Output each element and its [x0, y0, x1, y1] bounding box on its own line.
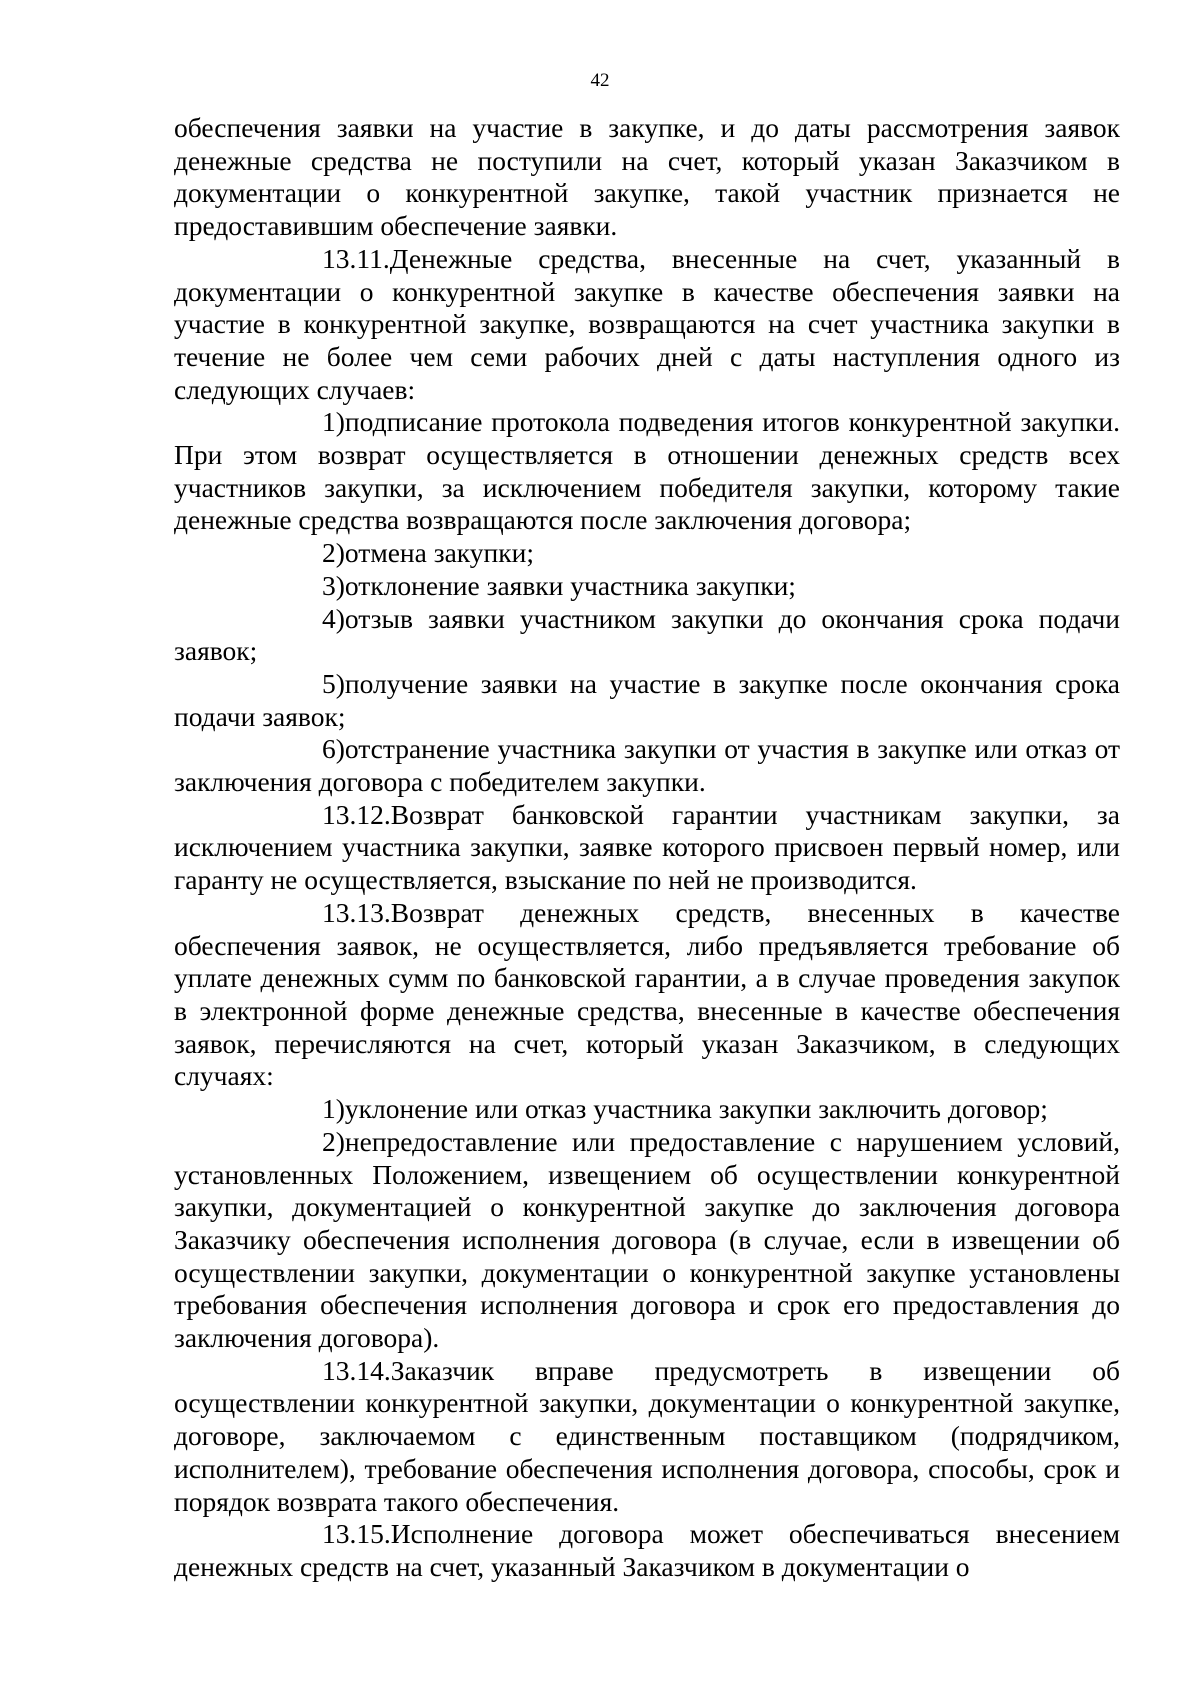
list-item-number: 5) — [322, 667, 345, 699]
list-item-number: 2) — [322, 1125, 345, 1157]
clause-text: Заказчик вправе предусмотреть в извещении об осуществлении конкурентной закупки, документации о конкурентной закупке, договоре, заключаемом с единственным поставщиком (подрядчиком, исполнителем), требование обеспечения исполнения договора, способы, срок и порядок возврата такого обеспечения. — [174, 1354, 1120, 1517]
list-item-number: 1) — [322, 1093, 345, 1125]
list-item-text: отмена закупки; — [344, 537, 534, 569]
list-item-3 — [174, 570, 1120, 603]
clause-number: 13.15. — [322, 1518, 391, 1550]
list-item-number: 1) — [322, 406, 345, 438]
list-item-number: 2) — [322, 537, 345, 569]
page-number: 42 — [590, 70, 610, 91]
clause-13-13 — [174, 897, 1120, 1093]
clause-13-15 — [174, 1518, 1120, 1583]
list-item-text: получение заявки на участие в закупке после окончания срока подачи заявок; — [174, 667, 1120, 732]
list-item-5 — [174, 668, 1120, 733]
document-body — [174, 112, 1120, 1584]
list-item-text: подписание протокола подведения итогов конкурентной закупки. При этом возврат осуществляется в отношении денежных средств всех участников закупки, за исключением победителя закупки, которому такие денежные средства возвращаются после заключения договора; — [174, 406, 1120, 536]
clause-number: 13.13. — [322, 896, 391, 928]
list-item-number: 6) — [322, 733, 345, 765]
list-item-2 — [174, 537, 1120, 570]
list-item-1 — [174, 406, 1120, 537]
clause-13-11 — [174, 243, 1120, 407]
clause-text: Исполнение договора может обеспечиваться внесением денежных средств на счет, указанный Заказчиком в документации о — [174, 1518, 1120, 1582]
clause-number: 13.12. — [322, 798, 391, 830]
list-item-6 — [174, 733, 1120, 798]
clause-text: Возврат денежных средств, внесенных в качестве обеспечения заявок, не осуществляется, либо предъявляется требование об уплате денежных сумм по банковской гарантии, а в случае проведения закупок в электронной форме денежные средства, внесенные в качестве обеспечения заявок, перечисляются на счет, который указан Заказчиком, в следующих случаях: — [174, 896, 1120, 1092]
list-item-text: уклонение или отказ участника закупки заключить договор; — [344, 1093, 1048, 1125]
paragraph-continuation — [174, 112, 1120, 243]
list-item-text: непредоставление или предоставление с нарушением условий, установленных Положением, извещением об осуществлении конкурентной закупки, документацией о конкурентной закупке до заключения договора Заказчику обеспечения исполнения договора (в случае, если в извещении об осуществлении закупки, документации о конкурентной закупке установлены требования обеспечения исполнения договора и срок его предоставления до заключения договора). — [174, 1125, 1120, 1354]
clause-number: 13.14. — [322, 1354, 391, 1386]
list-item-4 — [174, 603, 1120, 668]
list-item-number: 3) — [322, 569, 345, 601]
list-item-text: отклонение заявки участника закупки; — [344, 569, 796, 601]
clause-13-12 — [174, 799, 1120, 897]
clause-13-14 — [174, 1355, 1120, 1519]
list-item-2 — [174, 1126, 1120, 1355]
list-item-1 — [174, 1093, 1120, 1126]
clause-text: Денежные средства, внесенные на счет, указанный в документации о конкурентной закупке в качестве обеспечения заявки на участие в конкурентной закупке, возвращаются на счет участника закупки в течение не более чем семи рабочих дней с даты наступления одного из следующих случаев: — [174, 242, 1120, 405]
paragraph-text: обеспечения заявки на участие в закупке, и до даты рассмотрения заявок денежные средства не поступили на счет, который указан Заказчиком в документации о конкурентной закупке, такой участник признается не предоставившим обеспечение заявки. — [174, 112, 1120, 242]
clause-number: 13.11. — [322, 242, 390, 274]
clause-text: Возврат банковской гарантии участникам закупки, за исключением участника закупки, заявке которого присвоен первый номер, или гаранту не осуществляется, взыскание по ней не производится. — [174, 798, 1120, 896]
list-item-text: отзыв заявки участником закупки до окончания срока подачи заявок; — [174, 602, 1120, 667]
list-item-text: отстранение участника закупки от участия в закупке или отказ от заключения договора с победителем закупки. — [174, 733, 1120, 798]
list-item-number: 4) — [322, 602, 345, 634]
